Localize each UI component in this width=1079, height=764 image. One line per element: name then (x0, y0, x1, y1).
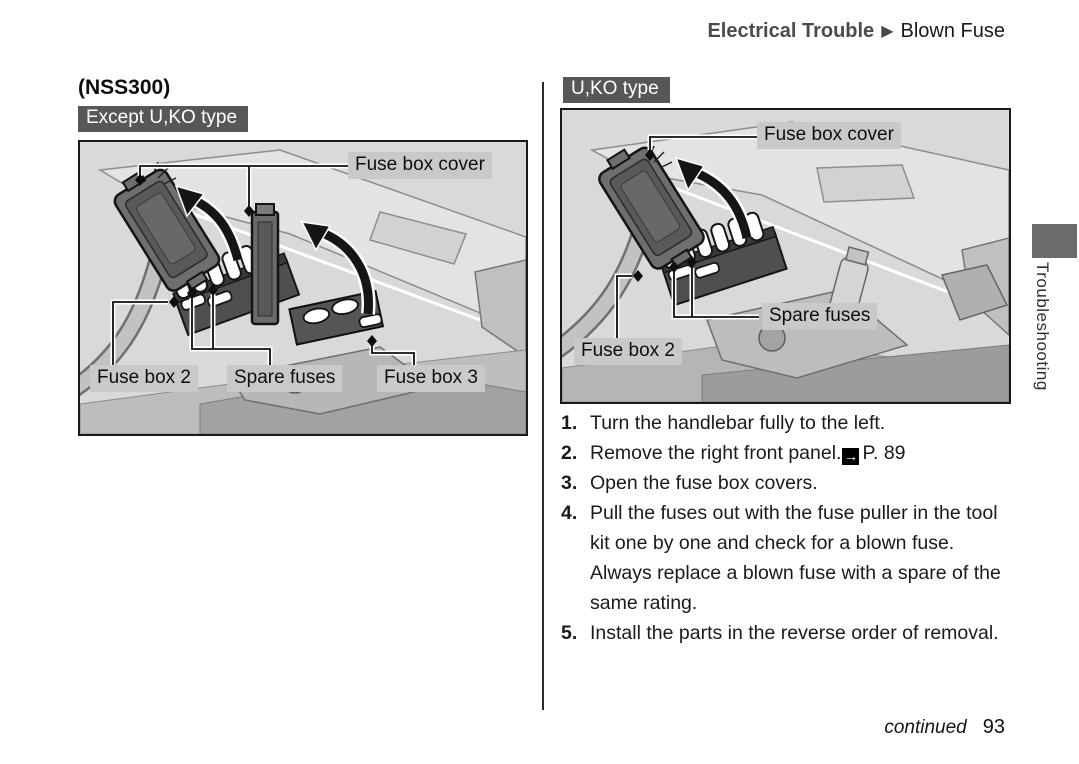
label-fuse-box-cover: Fuse box cover (348, 152, 492, 179)
breadcrumb-topic: Blown Fuse (900, 20, 1005, 42)
step-text-body: Remove the right front panel. (590, 442, 842, 464)
section-tab (1032, 224, 1077, 258)
label-spare-fuses: Spare fuses (227, 365, 342, 392)
step-3 (561, 468, 1013, 498)
label-fuse-box-cover: Fuse box cover (757, 122, 901, 149)
page-reference[interactable]: P. 89 (862, 442, 906, 464)
step-number: 3. (561, 472, 578, 494)
label-fuse-box-2: Fuse box 2 (574, 338, 682, 365)
step-1 (561, 408, 1013, 438)
step-text: Install the parts in the reverse order of removal. (590, 622, 999, 644)
step-number: 1. (561, 412, 578, 434)
variant-badge-uko: U,KO type (563, 77, 670, 103)
column-divider (542, 82, 544, 710)
see-page-icon[interactable]: → (843, 448, 858, 464)
breadcrumb-arrow-icon: ▶ (881, 23, 894, 40)
step-text: Turn the handlebar fully to the left. (590, 412, 886, 434)
page-footer (884, 716, 1005, 739)
label-spare-fuses: Spare fuses (762, 303, 877, 330)
step-text: Pull the fuses out with the fuse puller in the tool kit one by one and check for a blown fuse. Always replace a blown fuse with a spare of the same rating. (590, 502, 1001, 614)
instruction-steps (561, 408, 1013, 648)
section-tab-label: Troubleshooting (1033, 262, 1052, 391)
fuse-diagram-uko (560, 108, 1011, 404)
step-number: 5. (561, 622, 578, 644)
continued-label: continued (884, 717, 967, 738)
page-number: 93 (982, 716, 1005, 738)
breadcrumb-section: Electrical Trouble (707, 20, 875, 42)
fuse-diagram-except-uko (78, 140, 528, 436)
label-fuse-box-2: Fuse box 2 (90, 365, 198, 392)
step-2 (561, 438, 1013, 468)
breadcrumb (707, 20, 1005, 43)
step-number: 2. (561, 442, 578, 464)
label-fuse-box-3: Fuse box 3 (377, 365, 485, 392)
step-text: Open the fuse box covers. (590, 472, 818, 494)
step-4 (561, 498, 1013, 618)
step-text (590, 438, 1013, 468)
step-number: 4. (561, 502, 578, 524)
fuse-box-cover-standing (252, 204, 278, 324)
step-5 (561, 618, 1013, 648)
variant-badge-except-uko: Except U,KO type (78, 106, 248, 132)
model-heading: (NSS300) (78, 76, 171, 99)
